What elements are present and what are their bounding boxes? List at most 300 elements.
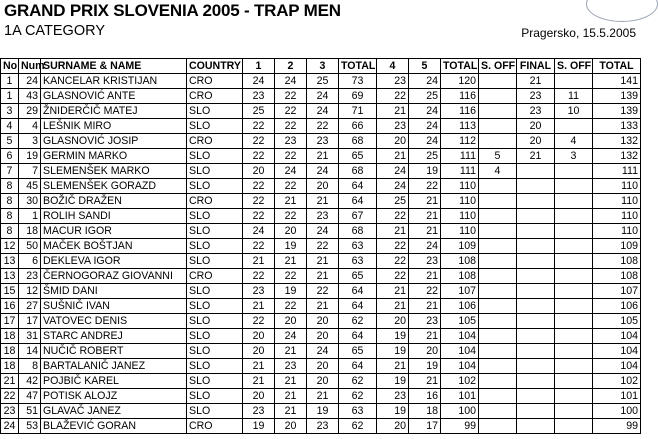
cell-round-2: 22: [275, 179, 307, 194]
cell-final: 20: [517, 119, 555, 134]
cell-num: 45: [19, 179, 41, 194]
cell-shootoff-2: [555, 284, 593, 299]
cell-round-4: 22: [377, 254, 409, 269]
cell-round-5: 19: [409, 359, 441, 374]
cell-round-5: 21: [409, 209, 441, 224]
results-table: [0, 58, 641, 434]
cell-round-2: 21: [275, 344, 307, 359]
cell-round-1: 22: [243, 269, 275, 284]
cell-shootoff-2: [555, 299, 593, 314]
cell-round-3: 22: [307, 239, 339, 254]
cell-total-1: 62: [339, 419, 377, 434]
cell-total-3: 104: [593, 359, 641, 374]
cell-round-5: 24: [409, 104, 441, 119]
cell-round-3: 20: [307, 359, 339, 374]
cell-round-4: 23: [377, 389, 409, 404]
cell-country: CRO: [187, 134, 243, 149]
cell-total-1: 64: [339, 284, 377, 299]
cell-shootoff-1: [479, 404, 517, 419]
cell-final: [517, 239, 555, 254]
cell-name: POTISK ALOJZ: [41, 389, 187, 404]
cell-shootoff-1: [479, 179, 517, 194]
cell-total-1: 69: [339, 89, 377, 104]
cell-shootoff-1: [479, 104, 517, 119]
cell-shootoff-2: [555, 209, 593, 224]
cell-round-5: 24: [409, 74, 441, 89]
cell-name: DEKLEVA IGOR: [41, 254, 187, 269]
cell-round-3: 21: [307, 254, 339, 269]
cell-num: 24: [19, 74, 41, 89]
cell-num: 12: [19, 284, 41, 299]
cell-country: SLO: [187, 224, 243, 239]
cell-name: ČERNOGORAZ GIOVANNI: [41, 269, 187, 284]
cell-round-3: 21: [307, 389, 339, 404]
cell-num: 14: [19, 344, 41, 359]
cell-round-3: 25: [307, 74, 339, 89]
cell-total-3: 102: [593, 374, 641, 389]
cell-country: SLO: [187, 374, 243, 389]
cell-total-3: 104: [593, 344, 641, 359]
cell-round-5: 18: [409, 404, 441, 419]
col-header-final: FINAL: [517, 59, 555, 74]
cell-final: [517, 269, 555, 284]
cell-name: KANCELAR KRISTIJAN: [41, 74, 187, 89]
col-header-num: Num: [19, 59, 41, 74]
cell-country: SLO: [187, 299, 243, 314]
cell-round-5: 20: [409, 344, 441, 359]
cell-total-3: 105: [593, 314, 641, 329]
cell-round-4: 21: [377, 149, 409, 164]
cell-round-4: 24: [377, 164, 409, 179]
cell-round-4: 19: [377, 374, 409, 389]
cell-round-5: 24: [409, 134, 441, 149]
cell-shootoff-1: [479, 89, 517, 104]
table-row: [1, 389, 641, 404]
cell-round-2: 21: [275, 194, 307, 209]
union-stamp-logo: [586, 0, 658, 22]
cell-round-3: 19: [307, 404, 339, 419]
cell-total-2: 110: [441, 194, 479, 209]
cell-total-3: 139: [593, 89, 641, 104]
cell-total-1: 65: [339, 149, 377, 164]
cell-no: 8: [1, 224, 19, 239]
cell-total-2: 111: [441, 164, 479, 179]
cell-total-1: 68: [339, 164, 377, 179]
cell-no: 16: [1, 299, 19, 314]
cell-total-2: 110: [441, 209, 479, 224]
cell-shootoff-1: [479, 209, 517, 224]
table-row: [1, 134, 641, 149]
cell-name: ROLIH SANDI: [41, 209, 187, 224]
cell-name: MACUR IGOR: [41, 224, 187, 239]
table-row: [1, 374, 641, 389]
cell-final: [517, 179, 555, 194]
cell-shootoff-1: [479, 419, 517, 434]
cell-shootoff-2: [555, 419, 593, 434]
table-row: [1, 404, 641, 419]
cell-round-4: 22: [377, 269, 409, 284]
cell-round-1: 23: [243, 404, 275, 419]
cell-country: SLO: [187, 314, 243, 329]
cell-shootoff-1: [479, 224, 517, 239]
cell-round-2: 22: [275, 119, 307, 134]
cell-no: 23: [1, 404, 19, 419]
cell-total-1: 63: [339, 239, 377, 254]
cell-name: GERMIN MARKO: [41, 149, 187, 164]
cell-round-4: 19: [377, 404, 409, 419]
cell-shootoff-2: 3: [555, 149, 593, 164]
cell-round-2: 22: [275, 209, 307, 224]
cell-round-3: 22: [307, 119, 339, 134]
table-row: [1, 104, 641, 119]
cell-round-2: 19: [275, 284, 307, 299]
cell-total-1: 62: [339, 389, 377, 404]
cell-round-3: 24: [307, 344, 339, 359]
cell-num: 29: [19, 104, 41, 119]
table-row: [1, 254, 641, 269]
cell-round-1: 21: [243, 374, 275, 389]
cell-no: 15: [1, 284, 19, 299]
cell-round-5: 21: [409, 194, 441, 209]
category-label: 1A CATEGORY: [4, 23, 105, 39]
cell-name: GLAVAČ JANEZ: [41, 404, 187, 419]
cell-country: SLO: [187, 254, 243, 269]
cell-round-5: 21: [409, 374, 441, 389]
cell-final: 23: [517, 89, 555, 104]
cell-round-3: 20: [307, 314, 339, 329]
cell-final: [517, 419, 555, 434]
cell-shootoff-2: [555, 374, 593, 389]
cell-country: SLO: [187, 149, 243, 164]
cell-country: CRO: [187, 269, 243, 284]
cell-country: CRO: [187, 74, 243, 89]
cell-round-1: 21: [243, 299, 275, 314]
cell-round-4: 22: [377, 209, 409, 224]
cell-total-3: 139: [593, 104, 641, 119]
cell-num: 51: [19, 404, 41, 419]
cell-round-1: 22: [243, 314, 275, 329]
cell-shootoff-1: [479, 284, 517, 299]
cell-total-2: 110: [441, 224, 479, 239]
cell-name: POJBIČ KAREL: [41, 374, 187, 389]
table-row: [1, 119, 641, 134]
cell-round-2: 19: [275, 239, 307, 254]
cell-country: SLO: [187, 239, 243, 254]
table-row: [1, 149, 641, 164]
cell-total-2: 120: [441, 74, 479, 89]
cell-total-1: 63: [339, 404, 377, 419]
cell-final: [517, 164, 555, 179]
table-row: [1, 239, 641, 254]
cell-num: 3: [19, 134, 41, 149]
cell-round-3: 23: [307, 419, 339, 434]
cell-total-3: 133: [593, 119, 641, 134]
cell-no: 24: [1, 419, 19, 434]
cell-total-3: 110: [593, 194, 641, 209]
cell-round-1: 21: [243, 359, 275, 374]
cell-shootoff-1: [479, 269, 517, 284]
col-header-country: COUNTRY: [187, 59, 243, 74]
cell-shootoff-2: 11: [555, 89, 593, 104]
cell-no: 5: [1, 134, 19, 149]
col-header-round-5: 5: [409, 59, 441, 74]
cell-shootoff-1: 4: [479, 164, 517, 179]
cell-total-1: 64: [339, 179, 377, 194]
cell-final: [517, 254, 555, 269]
col-header-total-1: TOTAL: [339, 59, 377, 74]
cell-num: 8: [19, 359, 41, 374]
cell-name: LEŠNIK MIRO: [41, 119, 187, 134]
cell-total-3: 110: [593, 179, 641, 194]
cell-shootoff-1: [479, 344, 517, 359]
cell-name: MAČEK BOŠTJAN: [41, 239, 187, 254]
col-header-round-4: 4: [377, 59, 409, 74]
cell-shootoff-1: [479, 254, 517, 269]
cell-total-3: 110: [593, 209, 641, 224]
cell-round-4: 23: [377, 119, 409, 134]
cell-shootoff-2: [555, 194, 593, 209]
cell-final: [517, 359, 555, 374]
table-row: [1, 419, 641, 434]
cell-round-2: 24: [275, 329, 307, 344]
cell-final: [517, 209, 555, 224]
table-row: [1, 179, 641, 194]
cell-total-1: 67: [339, 209, 377, 224]
cell-shootoff-1: [479, 239, 517, 254]
cell-total-2: 104: [441, 344, 479, 359]
cell-country: SLO: [187, 329, 243, 344]
cell-shootoff-1: [479, 329, 517, 344]
cell-final: [517, 194, 555, 209]
cell-final: 23: [517, 104, 555, 119]
cell-no: 18: [1, 344, 19, 359]
cell-total-2: 111: [441, 149, 479, 164]
cell-total-1: 65: [339, 269, 377, 284]
cell-no: 8: [1, 194, 19, 209]
cell-country: CRO: [187, 194, 243, 209]
cell-round-1: 22: [243, 179, 275, 194]
cell-name: ŠMID DANI: [41, 284, 187, 299]
cell-round-1: 22: [243, 194, 275, 209]
cell-num: 6: [19, 254, 41, 269]
cell-total-2: 104: [441, 359, 479, 374]
cell-total-2: 102: [441, 374, 479, 389]
cell-num: 30: [19, 194, 41, 209]
cell-round-5: 23: [409, 314, 441, 329]
cell-total-1: 71: [339, 104, 377, 119]
cell-name: BOŽIČ DRAŽEN: [41, 194, 187, 209]
table-row: [1, 164, 641, 179]
cell-shootoff-1: [479, 74, 517, 89]
cell-round-2: 22: [275, 149, 307, 164]
cell-name: STARC ANDREJ: [41, 329, 187, 344]
cell-round-4: 21: [377, 224, 409, 239]
cell-round-1: 24: [243, 74, 275, 89]
cell-total-3: 141: [593, 74, 641, 89]
cell-name: SLEMENŠEK MARKO: [41, 164, 187, 179]
cell-total-1: 62: [339, 314, 377, 329]
cell-total-2: 116: [441, 104, 479, 119]
cell-round-5: 24: [409, 239, 441, 254]
cell-round-4: 19: [377, 329, 409, 344]
cell-round-5: 16: [409, 389, 441, 404]
cell-round-1: 24: [243, 224, 275, 239]
cell-round-5: 24: [409, 119, 441, 134]
cell-round-1: 22: [243, 239, 275, 254]
cell-round-1: 22: [243, 209, 275, 224]
cell-no: 21: [1, 374, 19, 389]
table-row: [1, 359, 641, 374]
col-header-shootoff-2: S. OFF: [555, 59, 593, 74]
cell-round-2: 20: [275, 224, 307, 239]
cell-total-3: 99: [593, 419, 641, 434]
cell-total-1: 64: [339, 359, 377, 374]
cell-num: 4: [19, 119, 41, 134]
table-row: [1, 74, 641, 89]
cell-final: 21: [517, 149, 555, 164]
cell-round-1: 25: [243, 104, 275, 119]
cell-total-2: 107: [441, 284, 479, 299]
cell-round-5: 21: [409, 269, 441, 284]
cell-shootoff-2: [555, 404, 593, 419]
table-row: [1, 284, 641, 299]
cell-round-2: 23: [275, 134, 307, 149]
cell-round-1: 23: [243, 284, 275, 299]
cell-round-2: 21: [275, 404, 307, 419]
cell-total-2: 116: [441, 89, 479, 104]
cell-round-3: 24: [307, 224, 339, 239]
cell-num: 47: [19, 389, 41, 404]
cell-final: [517, 224, 555, 239]
cell-no: 8: [1, 179, 19, 194]
cell-name: SUŠNIČ IVAN: [41, 299, 187, 314]
cell-round-3: 21: [307, 149, 339, 164]
place-date: Pragersko, 15.5.2005: [521, 26, 636, 40]
cell-round-5: 25: [409, 89, 441, 104]
cell-country: CRO: [187, 419, 243, 434]
cell-num: 7: [19, 164, 41, 179]
cell-num: 19: [19, 149, 41, 164]
cell-shootoff-2: 10: [555, 104, 593, 119]
cell-total-3: 104: [593, 329, 641, 344]
cell-total-1: 66: [339, 119, 377, 134]
col-header-shootoff-1: S. OFF: [479, 59, 517, 74]
table-row: [1, 344, 641, 359]
cell-no: 8: [1, 209, 19, 224]
cell-round-4: 24: [377, 179, 409, 194]
cell-round-1: 21: [243, 254, 275, 269]
cell-name: BARTALANIČ JANEZ: [41, 359, 187, 374]
cell-name: BLAŽEVIĆ GORAN: [41, 419, 187, 434]
cell-round-3: 23: [307, 134, 339, 149]
cell-country: SLO: [187, 389, 243, 404]
header-row: [1, 59, 641, 74]
cell-round-5: 19: [409, 164, 441, 179]
cell-total-2: 101: [441, 389, 479, 404]
cell-round-2: 22: [275, 269, 307, 284]
cell-round-3: 21: [307, 194, 339, 209]
cell-shootoff-1: [479, 374, 517, 389]
cell-round-5: 22: [409, 179, 441, 194]
cell-country: SLO: [187, 104, 243, 119]
cell-no: 13: [1, 254, 19, 269]
cell-round-3: 24: [307, 89, 339, 104]
cell-round-2: 22: [275, 89, 307, 104]
cell-round-5: 23: [409, 254, 441, 269]
cell-total-2: 100: [441, 404, 479, 419]
cell-round-4: 20: [377, 419, 409, 434]
cell-round-3: 20: [307, 374, 339, 389]
cell-country: SLO: [187, 209, 243, 224]
cell-shootoff-2: [555, 269, 593, 284]
cell-round-5: 22: [409, 284, 441, 299]
cell-num: 53: [19, 419, 41, 434]
cell-round-4: 23: [377, 74, 409, 89]
cell-round-3: 21: [307, 299, 339, 314]
cell-num: 31: [19, 329, 41, 344]
table-row: [1, 89, 641, 104]
cell-round-4: 22: [377, 239, 409, 254]
cell-total-2: 109: [441, 239, 479, 254]
cell-round-1: 22: [243, 134, 275, 149]
cell-round-3: 20: [307, 179, 339, 194]
cell-total-3: 111: [593, 164, 641, 179]
cell-round-4: 22: [377, 89, 409, 104]
cell-total-2: 112: [441, 134, 479, 149]
cell-no: 22: [1, 389, 19, 404]
cell-round-2: 20: [275, 314, 307, 329]
cell-total-3: 108: [593, 254, 641, 269]
cell-num: 43: [19, 89, 41, 104]
cell-round-2: 21: [275, 374, 307, 389]
table-row: [1, 314, 641, 329]
col-header-round-2: 2: [275, 59, 307, 74]
cell-no: 18: [1, 329, 19, 344]
cell-country: SLO: [187, 119, 243, 134]
cell-name: GLASNOVIĆ JOSIP: [41, 134, 187, 149]
cell-num: 18: [19, 224, 41, 239]
cell-name: VATOVEC DENIS: [41, 314, 187, 329]
cell-shootoff-2: [555, 224, 593, 239]
cell-round-2: 23: [275, 359, 307, 374]
cell-no: 6: [1, 149, 19, 164]
cell-round-4: 19: [377, 344, 409, 359]
cell-round-2: 24: [275, 74, 307, 89]
cell-total-2: 110: [441, 179, 479, 194]
cell-no: 7: [1, 164, 19, 179]
cell-total-3: 132: [593, 134, 641, 149]
cell-total-3: 132: [593, 149, 641, 164]
cell-no: 4: [1, 119, 19, 134]
cell-final: 20: [517, 134, 555, 149]
cell-num: 1: [19, 209, 41, 224]
cell-round-3: 24: [307, 104, 339, 119]
cell-total-1: 63: [339, 254, 377, 269]
cell-total-1: 73: [339, 74, 377, 89]
cell-round-3: 20: [307, 329, 339, 344]
cell-total-2: 104: [441, 329, 479, 344]
cell-round-5: 17: [409, 419, 441, 434]
cell-round-5: 21: [409, 299, 441, 314]
table-row: [1, 209, 641, 224]
cell-total-2: 99: [441, 419, 479, 434]
cell-shootoff-2: [555, 344, 593, 359]
cell-final: 21: [517, 74, 555, 89]
cell-total-3: 110: [593, 224, 641, 239]
col-header-total-2: TOTAL: [441, 59, 479, 74]
cell-total-2: 108: [441, 269, 479, 284]
cell-num: 17: [19, 314, 41, 329]
